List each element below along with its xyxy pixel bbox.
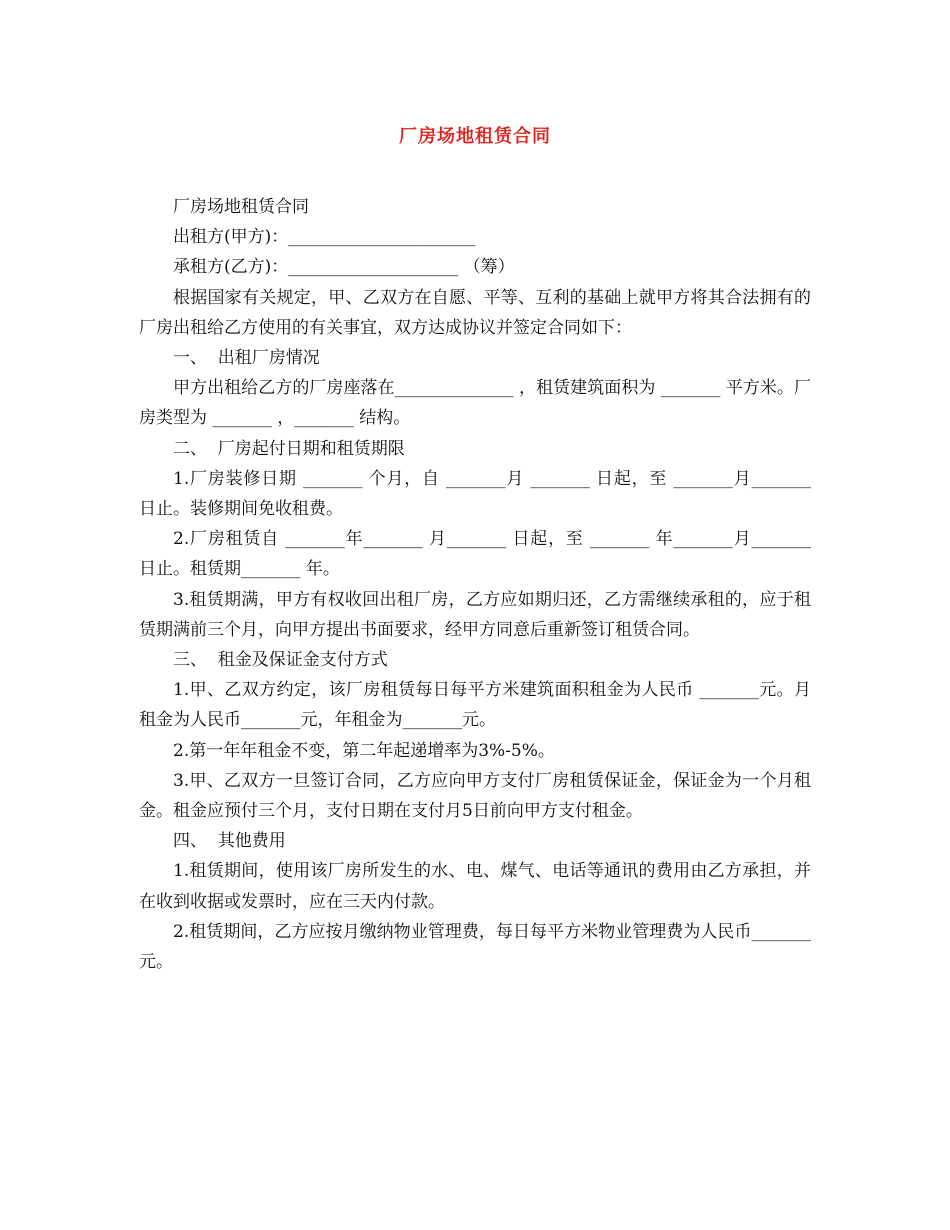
document-body bbox=[139, 192, 817, 977]
document-title: 厂房场地租赁合同 bbox=[399, 126, 551, 147]
paragraph-lessor: 出租方(甲方)：______________________ bbox=[173, 227, 476, 248]
paragraph-utilities: 1.租赁期间，使用该厂房所发生的水、电、煤气、电话等通讯的费用由乙方承担，并在收到收据或发票时，应在三天内付款。 bbox=[139, 861, 811, 912]
paragraph-premises: 甲方出租给乙方的厂房座落在______________ ，租赁建筑面积为 _______ 平方米。厂房类型为 _______ ，_______ 结构。 bbox=[139, 378, 811, 429]
paragraph-heading: 厂房场地租赁合同 bbox=[173, 197, 309, 217]
paragraph-decoration-period: 1.厂房装修日期 _______ 个月，自 _______月 _______ 日起，至 _______月_______ 日止。装修期间免收租费。 bbox=[139, 468, 817, 520]
paragraph-lease-term: 2.厂房租赁自 _______年_______ 月_______ 日起，至 _______ 年_______月_______ 日止。租赁期_______ 年。 bbox=[139, 529, 817, 580]
section-1-heading: 一、 出租厂房情况 bbox=[173, 348, 320, 369]
section-3-heading: 三、 租金及保证金支付方式 bbox=[173, 650, 388, 671]
paragraph-lessee: 承租方(乙方)：____________________ （筹） bbox=[173, 257, 515, 278]
paragraph-property-fee: 2.租赁期间，乙方应按月缴纳物业管理费，每日每平方米物业管理费为人民币_______ 元。 bbox=[139, 921, 817, 973]
paragraph-lease-expiry: 3.租赁期满，甲方有权收回出租厂房，乙方应如期归还，乙方需继续承租的，应于租赁期满前三个月，向甲方提出书面要求，经甲方同意后重新签订租赁合同。 bbox=[139, 589, 811, 640]
paragraph-preamble: 根据国家有关规定，甲、乙双方在自愿、平等、互利的基础上就甲方将其合法拥有的厂房出租给乙方使用的有关事宜，双方达成协议并签定合同如下： bbox=[139, 287, 811, 338]
paragraph-rent-increase: 2.第一年年租金不变，第二年起递增率为3%-5%。 bbox=[173, 740, 555, 761]
section-2-heading: 二、 厂房起付日期和租赁期限 bbox=[173, 438, 405, 459]
section-4-heading: 四、 其他费用 bbox=[173, 831, 286, 852]
paragraph-deposit: 3.甲、乙双方一旦签订合同，乙方应向甲方支付厂房租赁保证金，保证金为一个月租金。租金应预付三个月，支付日期在支付月5日前向甲方支付租金。 bbox=[139, 770, 811, 822]
paragraph-rent-amount: 1.甲、乙双方约定，该厂房租赁每日每平方米建筑面积租金为人民币 _______元。月租金为人民币_______元，年租金为_______元。 bbox=[139, 680, 811, 731]
